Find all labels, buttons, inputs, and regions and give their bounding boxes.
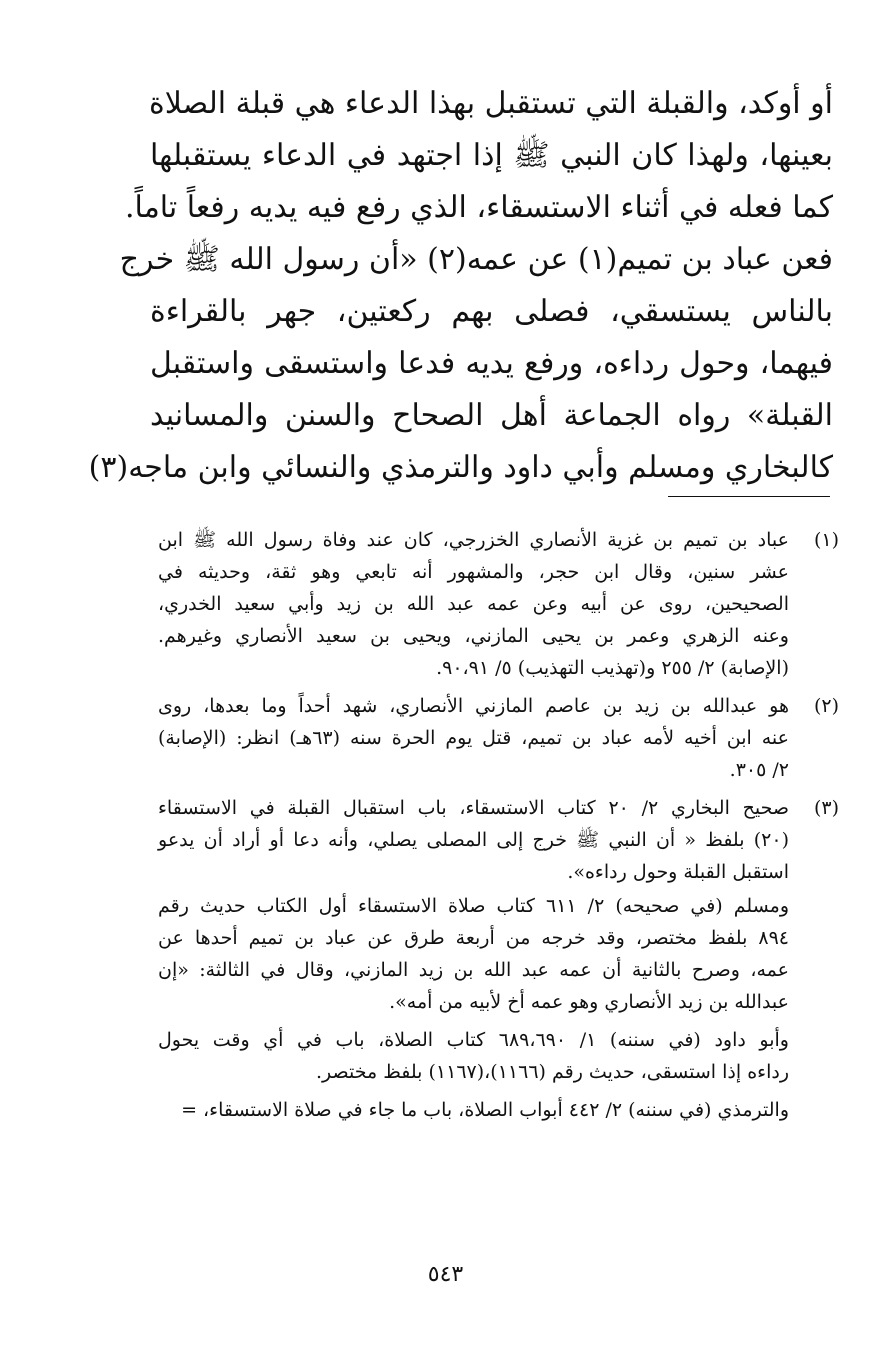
footnote-number: (٢): [813, 695, 839, 717]
main-text-line: كما فعله في أثناء الاستسقاء، الذي رفع فيه يديه رفعاً تاماً.: [125, 190, 833, 225]
footnote-separator: [668, 496, 830, 497]
footnote-line: عمه، وصرح بالثانية أن عمه عبد الله بن زيد المازني، وقال في الثالثة: «إن: [158, 959, 789, 981]
main-text-line: بالناس يستسقي، فصلى بهم ركعتين، جهر بالقراءة: [150, 294, 833, 329]
footnote-line: ٢/ ٣٠٥.: [729, 759, 789, 781]
footnote-3: [158, 792, 839, 888]
footnote-1: [158, 524, 839, 684]
footnote-number: (٣): [813, 797, 839, 819]
footnote-line: ٨٩٤ بلفظ مختصر، وقد خرجه من أربعة طرق عن عباد بن تميم أحدها عن: [158, 927, 789, 949]
footnote-line: صحيح البخاري ٢/ ٢٠ كتاب الاستسقاء، باب استقبال القبلة في الاستسقاء: [158, 797, 789, 819]
footnote-line: عباد بن تميم بن غزية الأنصاري الخزرجي، كان عند وفاة رسول الله ﷺ ابن: [158, 529, 789, 551]
footnote-line: عنه ابن أخيه لأمه عباد بن تميم، قتل يوم الحرة سنه (٦٣هـ) انظر: (الإصابة): [158, 727, 789, 749]
footnote-line: عشر سنين، وقال ابن حجر، والمشهور أنه تابعي وهو ثقة، وحديثه في: [158, 561, 789, 583]
main-text-line: أو أوكد، والقبلة التي تستقبل بهذا الدعاء هي قبلة الصلاة: [148, 86, 833, 121]
footnote-2: [158, 690, 839, 786]
footnote-body: [158, 690, 789, 786]
main-text-line: كالبخاري ومسلم وأبي داود والترمذي والنسائي وابن ماجه(٣): [88, 450, 833, 485]
main-text-line: بعينها، ولهذا كان النبي ﷺ إذا اجتهد في الدعاء يستقبلها: [150, 138, 833, 173]
main-text-line: فعن عباد بن تميم(١) عن عمه(٢) «أن رسول الله ﷺ خرج: [119, 242, 833, 277]
footnote-line: (الإصابة) ٢/ ٢٥٥ و(تهذيب التهذيب) ٥/ ٩٠،٩١.: [436, 657, 789, 679]
footnote-line: والترمذي (في سننه) ٢/ ٤٤٢ أبواب الصلاة، باب ما جاء في صلاة الاستسقاء، =: [181, 1099, 789, 1121]
main-text-line: فيهما، وحول رداءه، ورفع يديه فدعا واستسقى واستقبل: [150, 346, 833, 381]
footnote-line: ومسلم (في صحيحه) ٢/ ٦١١ كتاب صلاة الاستسقاء أول الكتاب حديث رقم: [158, 895, 789, 917]
footnote-line: عبدالله بن زيد الأنصاري وهو عمه أخ لأبيه من أمه».: [389, 991, 789, 1013]
footnote-body: [158, 792, 789, 888]
footnotes: [158, 524, 839, 1126]
footnote-line: الصحيحين، روى عن أبيه وعن عمه عبد الله بن زيد وأبي سعيد الخدري،: [158, 593, 789, 615]
page-number: ٥٤٣: [427, 1262, 464, 1287]
main-text: [88, 78, 833, 494]
footnote-number: (١): [813, 529, 839, 551]
footnote-line: (٢٠) بلفظ « أن النبي ﷺ خرج إلى المصلى يصلي، وأنه دعا أو أراد أن يدعو: [158, 829, 789, 851]
footnote-line: وأبو داود (في سننه) ١/ ٦٨٩،٦٩٠ كتاب الصلاة، باب في أي وقت يحول: [158, 1029, 789, 1051]
footnote-line: وعنه الزهري وعمر بن يحيى المازني، ويحيى بن سعيد الأنصاري وغيرهم.: [158, 625, 789, 647]
footnote-line: رداءه إذا استسقى، حديث رقم (١١٦٦)،(١١٦٧) بلفظ مختصر.: [316, 1061, 789, 1083]
footnote-line: استقبل القبلة وحول رداءه».: [567, 861, 789, 883]
footnote-body: [158, 524, 789, 684]
footnote-line: هو عبدالله بن زيد بن عاصم المازني الأنصاري، شهد أحداً وما بعدها، روى: [158, 695, 789, 717]
main-text-line: القبلة» رواه الجماعة أهل الصحاح والسنن والمسانيد: [150, 398, 833, 433]
footnote-3-continuation: [158, 890, 839, 1126]
